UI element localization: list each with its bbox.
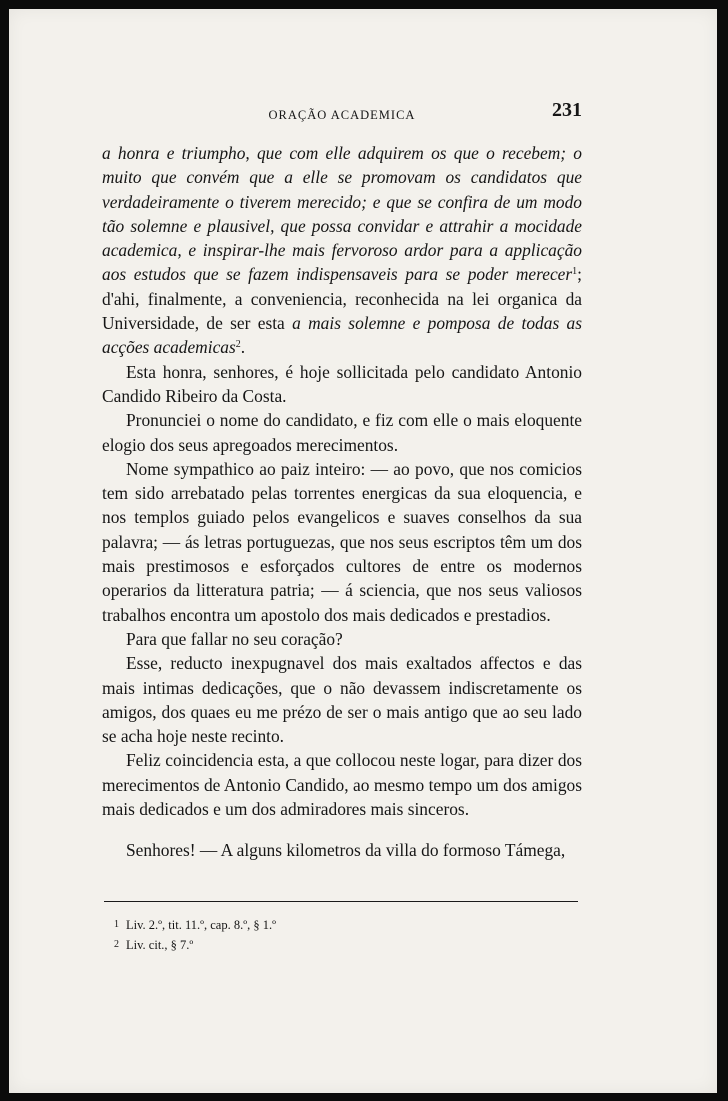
paragraph-8: Senhores! — A alguns kilometros da villa do formoso Támega, (126, 840, 566, 861)
paragraph-6: Esse, reducto inexpugnavel dos mais exaltados affectos e das mais intimas dedicações, que o não devassem indiscretamente os amigos, dos quaes eu me prézo de ser o mais antigo que ao seu lado se acha hoje neste recinto. (102, 653, 582, 747)
italic-quote-1: a honra e triumpho, que com elle adquirem os que o recebem; o muito que convém que a elle se promovam os candidatos que verdadeiramente o tiverem merecido; e que se confira de um modo tão solemne e plausivel, que possa convidar e attrahir a mocidade academica, e inspirar-lhe mais fervoroso ardor para a applicação aos estudos que se fazem indispensaveis para se poder merecer (102, 143, 582, 285)
paragraph-1-end: . (240, 337, 246, 358)
footnote-divider (104, 901, 578, 902)
footnote-ref-1: 1 (572, 266, 578, 278)
footnote-2 (114, 935, 574, 955)
italic-quote-2: a mais solemne e pomposa de todas as acções academicas (102, 313, 582, 358)
paragraph-1-text: ; d'ahi, finalmente, a conveniencia, reconhecida na lei organica da Universidade, de ser esta (102, 264, 582, 334)
running-head: ORAÇÃO ACADEMICA (268, 108, 416, 122)
paragraph-2: Esta honra, senhores, é hoje sollicitada pelo candidato Antonio Candido Ribeiro da Costa. (102, 361, 582, 406)
paragraph-7: Feliz coincidencia esta, a que collocou neste logar, para dizer dos merecimentos de Antonio Candido, ao mesmo tempo um dos amigos mais dedicados e um dos admiradores mais sinceros. (102, 750, 582, 820)
paragraph-5: Para que fallar no seu coração? (126, 628, 343, 649)
footnote-text: Liv. cit., § 7.º (126, 938, 194, 952)
paragraph-3: Pronunciei o nome do candidato, e fiz com elle o mais eloquente elogio dos seus apregoados merecimentos. (102, 410, 582, 455)
section-gap (102, 821, 582, 838)
paragraph-1 (102, 141, 582, 360)
footnote-text: Liv. 2.º, tit. 11.º, cap. 8.º, § 1.º (126, 918, 276, 932)
footnote-number: 1 (114, 919, 119, 930)
book-page (9, 9, 717, 1093)
footnote-number: 2 (114, 939, 119, 950)
footnote-ref-2: 2 (235, 339, 241, 351)
body-text (102, 141, 582, 863)
page-header (102, 98, 582, 126)
page-number: 231 (552, 99, 582, 121)
footnotes (114, 915, 574, 955)
footnote-1 (114, 915, 574, 935)
paragraph-4: Nome sympathico ao paiz inteiro: — ao povo, que nos comicios tem sido arrebatado pelas torrentes energicas da sua eloquencia, e nos templos guiado pelos evangelicos e suaves conselhos da sua palavra; — ás letras portuguezas, que nos seus escriptos têm um dos mais prestimosos e esforçados cultores de entre os modernos operarios da litteratura patria; — á sciencia, que nos seus valiosos trabalhos encontra um apostolo dos mais dedicados e prestadios. (102, 458, 582, 625)
